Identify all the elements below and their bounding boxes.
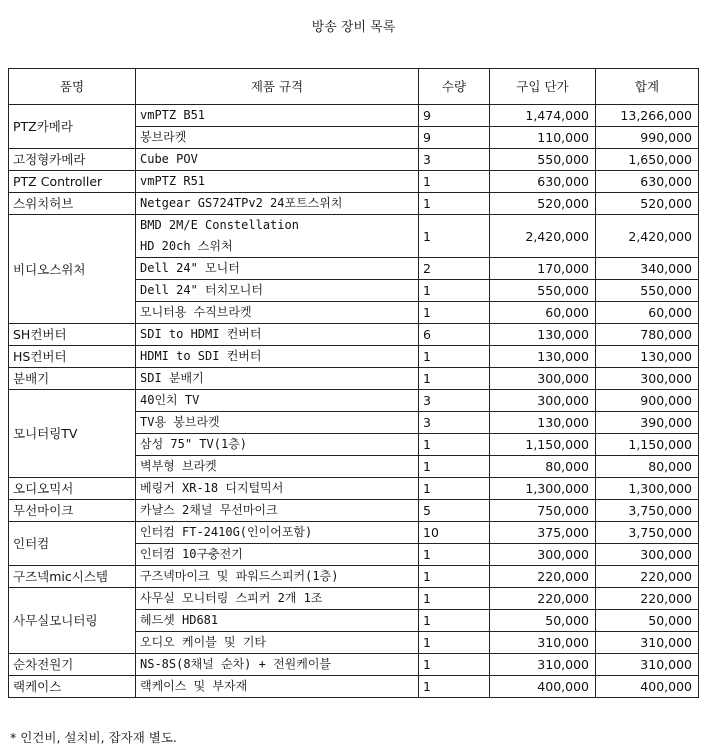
item-qty: 1: [419, 676, 490, 698]
item-name: 사무실모니터링: [9, 588, 136, 654]
item-price: 750,000: [490, 500, 596, 522]
table-row: [9, 500, 699, 522]
item-spec: Cube POV: [136, 149, 419, 171]
item-total: 310,000: [596, 654, 699, 676]
item-price: 60,000: [490, 302, 596, 324]
item-total: 80,000: [596, 456, 699, 478]
item-qty: 1: [419, 434, 490, 456]
table-row: [9, 588, 699, 610]
item-spec: Netgear GS724TPv2 24포트스위치: [136, 193, 419, 215]
item-qty: 6: [419, 324, 490, 346]
item-total: 220,000: [596, 566, 699, 588]
item-name: SH컨버터: [9, 324, 136, 346]
item-name: 오디오믹서: [9, 478, 136, 500]
item-name: 랙케이스: [9, 676, 136, 698]
item-spec: 사무실 모니터링 스피커 2개 1조: [136, 588, 419, 610]
item-total: 1,150,000: [596, 434, 699, 456]
item-name: PTZ Controller: [9, 171, 136, 193]
item-spec: SDI to HDMI 컨버터: [136, 324, 419, 346]
table-row: [9, 654, 699, 676]
item-spec: 베링거 XR-18 디지털믹서: [136, 478, 419, 500]
item-total: 550,000: [596, 280, 699, 302]
table-header-row: [9, 69, 699, 105]
header-spec: 제품 규격: [136, 69, 419, 105]
item-spec: 오디오 케이블 및 기타: [136, 632, 419, 654]
item-spec: vmPTZ B51: [136, 105, 419, 127]
item-price: 300,000: [490, 544, 596, 566]
item-total: 630,000: [596, 171, 699, 193]
item-price: 50,000: [490, 610, 596, 632]
table-row: [9, 193, 699, 215]
item-price: 110,000: [490, 127, 596, 149]
item-total: 300,000: [596, 544, 699, 566]
table-row: [9, 390, 699, 412]
header-total: 합계: [596, 69, 699, 105]
header-price: 구입 단가: [490, 69, 596, 105]
item-price: 80,000: [490, 456, 596, 478]
item-name: 인터컴: [9, 522, 136, 566]
item-spec: [136, 215, 419, 258]
table-row: [9, 149, 699, 171]
item-price: 630,000: [490, 171, 596, 193]
item-name: 고정형카메라: [9, 149, 136, 171]
item-price: 220,000: [490, 566, 596, 588]
item-spec: 카날스 2채널 무선마이크: [136, 500, 419, 522]
item-qty: 1: [419, 346, 490, 368]
table-row: [9, 478, 699, 500]
item-total: 3,750,000: [596, 522, 699, 544]
table-row: [9, 346, 699, 368]
item-price: 375,000: [490, 522, 596, 544]
item-name: PTZ카메라: [9, 105, 136, 149]
item-qty: 1: [419, 610, 490, 632]
item-total: 13,266,000: [596, 105, 699, 127]
item-price: 550,000: [490, 280, 596, 302]
item-name: 무선마이크: [9, 500, 136, 522]
item-total: 340,000: [596, 258, 699, 280]
item-spec: Dell 24" 터치모니터: [136, 280, 419, 302]
item-price: 170,000: [490, 258, 596, 280]
item-total: 400,000: [596, 676, 699, 698]
item-spec: 40인치 TV: [136, 390, 419, 412]
item-total: 60,000: [596, 302, 699, 324]
item-price: 130,000: [490, 412, 596, 434]
item-name: 비디오스위처: [9, 215, 136, 324]
item-qty: 1: [419, 302, 490, 324]
item-price: 1,300,000: [490, 478, 596, 500]
item-spec: 헤드셋 HD681: [136, 610, 419, 632]
item-qty: 3: [419, 390, 490, 412]
item-price: 400,000: [490, 676, 596, 698]
item-name: 분배기: [9, 368, 136, 390]
item-spec: 삼성 75" TV(1층): [136, 434, 419, 456]
table-row: [9, 522, 699, 544]
item-total: 390,000: [596, 412, 699, 434]
item-price: 130,000: [490, 346, 596, 368]
item-total: 3,750,000: [596, 500, 699, 522]
item-qty: 1: [419, 654, 490, 676]
item-total: 780,000: [596, 324, 699, 346]
item-spec: 벽부형 브라켓: [136, 456, 419, 478]
table-row: [9, 324, 699, 346]
item-qty: 2: [419, 258, 490, 280]
page-title: 방송 장비 목록: [311, 20, 396, 35]
item-price: 310,000: [490, 654, 596, 676]
item-spec: 모니터용 수직브라켓: [136, 302, 419, 324]
item-price: 1,474,000: [490, 105, 596, 127]
table-row: [9, 368, 699, 390]
item-price: 310,000: [490, 632, 596, 654]
item-qty: 1: [419, 456, 490, 478]
item-qty: 1: [419, 588, 490, 610]
item-name: HS컨버터: [9, 346, 136, 368]
item-spec: HDMI to SDI 컨버터: [136, 346, 419, 368]
equipment-table: [8, 68, 699, 698]
item-spec: SDI 분배기: [136, 368, 419, 390]
item-total: 520,000: [596, 193, 699, 215]
item-qty: 3: [419, 412, 490, 434]
table-row: [9, 171, 699, 193]
table-row: [9, 215, 699, 258]
item-price: 220,000: [490, 588, 596, 610]
item-price: 130,000: [490, 324, 596, 346]
item-name: 모니터링TV: [9, 390, 136, 478]
item-total: 50,000: [596, 610, 699, 632]
item-total: 300,000: [596, 368, 699, 390]
item-spec-line: HD 20ch 스위처: [140, 239, 233, 253]
item-total: 990,000: [596, 127, 699, 149]
item-spec: TV용 봉브라켓: [136, 412, 419, 434]
table-row: [9, 676, 699, 698]
item-qty: 9: [419, 127, 490, 149]
item-spec: vmPTZ R51: [136, 171, 419, 193]
item-qty: 1: [419, 193, 490, 215]
item-total: 220,000: [596, 588, 699, 610]
item-total: 1,650,000: [596, 149, 699, 171]
item-price: 300,000: [490, 390, 596, 412]
item-spec: 봉브라켓: [136, 127, 419, 149]
item-spec: Dell 24" 모니터: [136, 258, 419, 280]
item-name: 스위치허브: [9, 193, 136, 215]
item-spec: NS-8S(8채널 순차) + 전원케이블: [136, 654, 419, 676]
item-qty: 1: [419, 171, 490, 193]
item-qty: 1: [419, 280, 490, 302]
item-qty: 1: [419, 368, 490, 390]
item-qty: 5: [419, 500, 490, 522]
item-qty: 3: [419, 149, 490, 171]
header-name: 품명: [9, 69, 136, 105]
item-total: 2,420,000: [596, 215, 699, 258]
item-qty: 10: [419, 522, 490, 544]
item-spec-line: BMD 2M/E Constellation: [140, 218, 299, 232]
item-price: 550,000: [490, 149, 596, 171]
item-total: 310,000: [596, 632, 699, 654]
item-price: 2,420,000: [490, 215, 596, 258]
table-row: [9, 105, 699, 127]
item-price: 1,150,000: [490, 434, 596, 456]
item-qty: 1: [419, 566, 490, 588]
item-price: 300,000: [490, 368, 596, 390]
item-name: 구즈넥mic시스템: [9, 566, 136, 588]
item-spec: 랙케이스 및 부자재: [136, 676, 419, 698]
item-spec: 구즈넥마이크 및 파워드스피커(1층): [136, 566, 419, 588]
item-total: 900,000: [596, 390, 699, 412]
item-price: 520,000: [490, 193, 596, 215]
header-qty: 수량: [419, 69, 490, 105]
item-qty: 1: [419, 632, 490, 654]
item-name: 순차전원기: [9, 654, 136, 676]
table-body: [9, 105, 699, 698]
item-qty: 9: [419, 105, 490, 127]
item-qty: 1: [419, 215, 490, 258]
item-qty: 1: [419, 478, 490, 500]
item-qty: 1: [419, 544, 490, 566]
item-spec: 인터컴 FT-2410G(인이어포함): [136, 522, 419, 544]
item-total: 130,000: [596, 346, 699, 368]
item-spec: 인터컴 10구충전기: [136, 544, 419, 566]
table-row: [9, 566, 699, 588]
item-total: 1,300,000: [596, 478, 699, 500]
footnote: * 인건비, 설치비, 잡자재 별도.: [10, 730, 177, 745]
